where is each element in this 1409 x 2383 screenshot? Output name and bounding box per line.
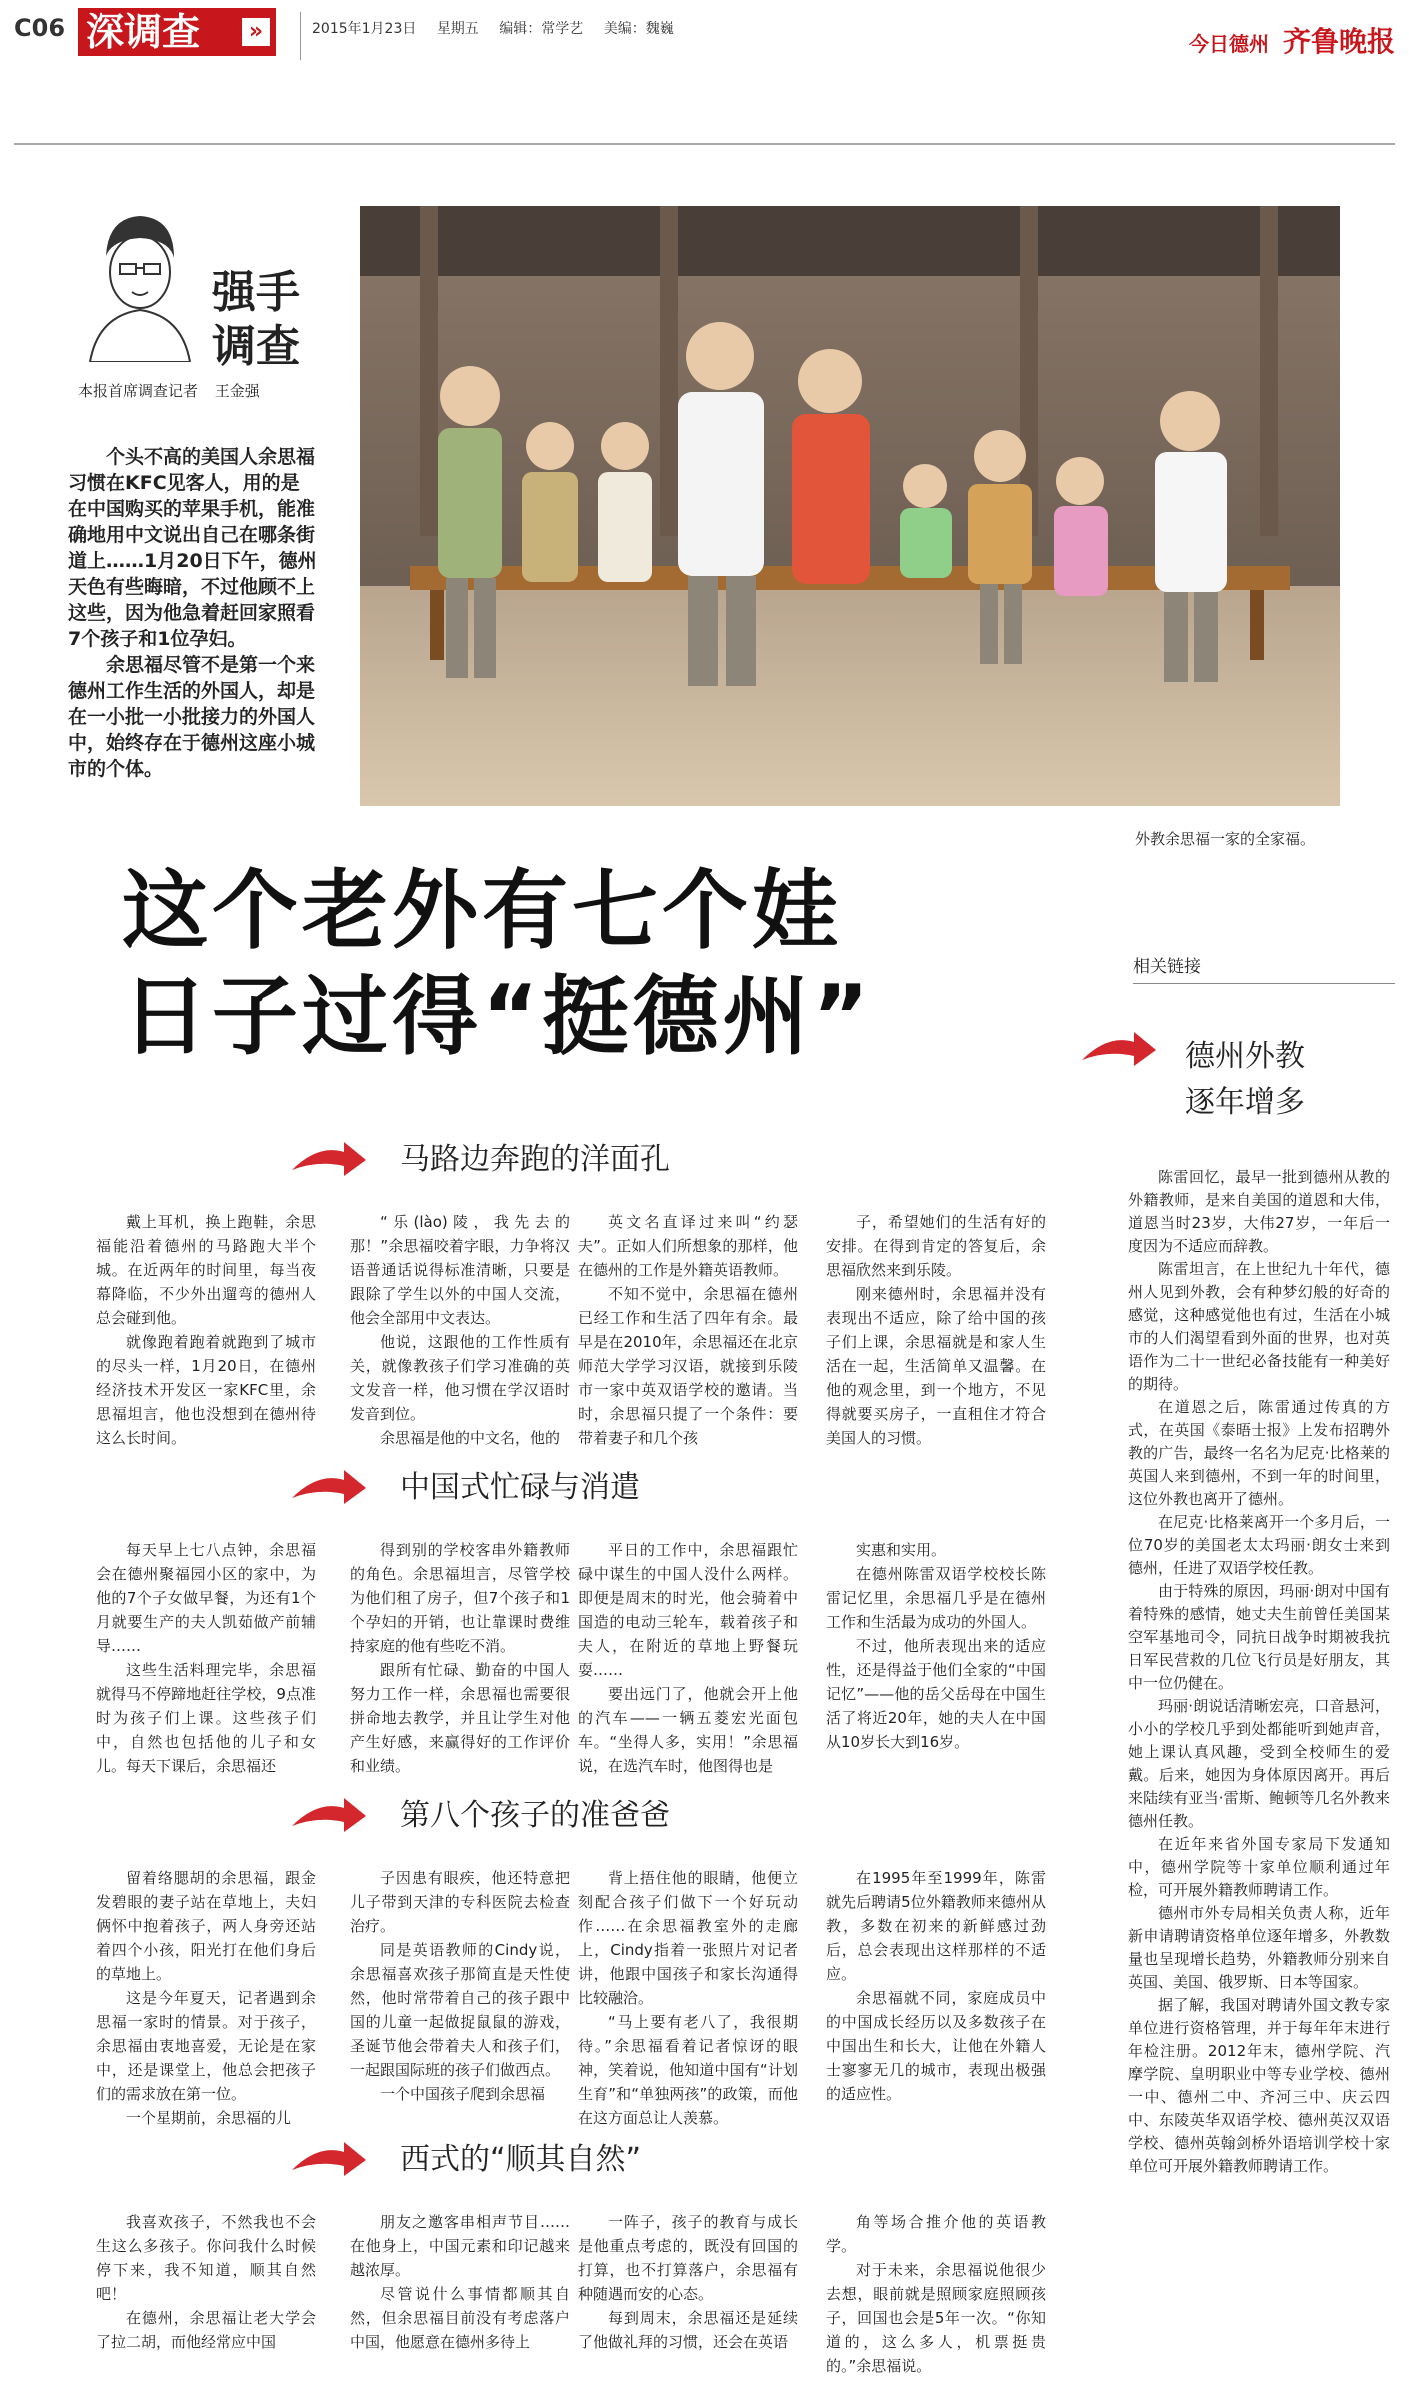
article-paragraph: 余思福就不同，家庭成员中的中国成长经历以及多数孩子在中国出生和长大，让他在外籍人士寥寥无几的城市，表现出极强的适应性。 xyxy=(826,1989,1046,2103)
article-paragraph: 这是今年夏天，记者遇到余思福一家时的情景。对于孩子，余思福由衷地喜爱，无论是在家中，还是课堂上，他总会把孩子们的需求放在第一位。 xyxy=(96,1989,316,2103)
double-chevron-icon: » xyxy=(242,18,270,46)
article-column xyxy=(578,2210,798,2354)
article-paragraph: 一阵子，孩子的教育与成长是他重点考虑的，既没有回国的打算，也不打算落户，余思福有种随遇而安的心态。 xyxy=(578,2213,798,2303)
article-paragraph: 每到周末，余思福还是延续了他做礼拜的习惯，还会在英语 xyxy=(578,2309,798,2351)
article-column xyxy=(826,1538,1046,1754)
section-heading: 西式的“顺其自然” xyxy=(400,2142,642,2177)
article-paragraph: 这些生活料理完毕，余思福就得马不停蹄地赶往学校，9点准时为孩子们上课。这些孩子们中，自然也包括他的儿子和女儿。每天下课后，余思福还 xyxy=(96,1661,316,1775)
family-photo xyxy=(360,206,1340,806)
article-paragraph: 他说，这跟他的工作性质有关，就像教孩子们学习准确的英文发音一样，他习惯在学汉语时发音到位。 xyxy=(350,1333,570,1423)
article-column xyxy=(96,1538,316,1778)
headline-line1: 这个老外有七个娃 xyxy=(122,861,842,961)
intro-paragraph: 余思福尽管不是第一个来德州工作生活的外国人，却是在一小批一小批接力的外国人中，始终存在于德州这座小城市的个体。 xyxy=(68,654,316,780)
article-paragraph: 刚来德州时，余思福并没有表现出不适应，除了给中国的孩子们上课，余思福就是和家人生活在一起，生活简单又温馨。在他的观念里，到一个地方，不见得就要买房子，一直租住才符合美国人的习惯。 xyxy=(826,1285,1046,1447)
article-paragraph: 一个中国孩子爬到余思福 xyxy=(380,2085,546,2103)
related-paragraph: 玛丽·朗说话清晰宏亮，口音悬河，小小的学校几乎到处都能听到她声音，她上课认真风趣，受到全校师生的爱戴。后来，她因为身体原因离开。再后来陆续有亚当·雷斯、鲍顿等几名外教来德州任教。 xyxy=(1128,1697,1390,1830)
column-tag-line2: 调查 xyxy=(212,321,300,372)
article-paragraph: 戴上耳机，换上跑鞋，余思福能沿着德州的马路跑大半个城。在近两年的时间里，每当夜幕降临，不少外出遛弯的德州人总会碰到他。 xyxy=(96,1213,316,1327)
issue-weekday: 星期五 xyxy=(436,21,479,37)
article-column xyxy=(578,1866,798,2130)
related-paragraph: 陈雷坦言，在上世纪九十年代，德州人见到外教，会有种梦幻般的好奇的感觉，这种感觉他也有过，生活在小城市的人们渴望看到外面的世界，也对英语作为二十一世纪必备技能有一种美好的期待。 xyxy=(1128,1260,1390,1393)
related-paragraph: 德州市外专局相关负责人称，近年新申请聘请资格单位逐年增多，外教数量也呈现增长趋势，外籍教师分别来自英国、美国、俄罗斯、日本等国家。 xyxy=(1128,1904,1390,1991)
article-column xyxy=(350,2210,570,2354)
red-arrow-icon xyxy=(288,1796,368,1836)
article-paragraph: 在1995年至1999年，陈雷就先后聘请5位外籍教师来德州从教，多数在初来的新鲜感过劲后，总会表现出这样那样的不适应。 xyxy=(826,1869,1046,1983)
article-paragraph: 余思福是他的中文名，他的 xyxy=(380,1429,561,1447)
article-paragraph: 跟所有忙碌、勤奋的中国人努力工作一样，余思福也需要很拼命地去教学，并且让学生对他产生好感，来赢得好的工作评价和业绩。 xyxy=(350,1661,570,1775)
article-paragraph: 对于未来，余思福说他很少去想，眼前就是照顾家庭照顾孩子，回国也会是5年一次。“你知道的，这么多人，机票挺贵的。”余思福说。 xyxy=(826,2261,1046,2375)
article-paragraph: 一个星期前，余思福的儿 xyxy=(126,2109,292,2127)
related-paragraph: 陈雷回忆，最早一批到德州从教的外籍教师，是来自美国的道恩和大伟，道恩当时23岁，大伟27岁，一年后一度因为不适应而辞教。 xyxy=(1128,1168,1390,1255)
red-arrow-icon xyxy=(288,2140,368,2180)
article-column xyxy=(578,1538,798,1778)
article-column xyxy=(826,1210,1046,1450)
related-title xyxy=(1185,1034,1305,1126)
article-column xyxy=(578,1210,798,1450)
issue-date: 2015年1月23日 xyxy=(312,21,417,37)
header-meta xyxy=(312,18,690,38)
article-paragraph: 背上捂住他的眼睛，他便立刻配合孩子们做下一个好玩动作……在余思福教室外的走廊上，Cindy指着一张照片对记者讲，他跟中国孩子和家长沟通得比较融洽。 xyxy=(578,1869,798,2007)
article-column xyxy=(350,1538,570,1778)
article-paragraph: 实惠和实用。 xyxy=(856,1541,947,1559)
article-paragraph: 子，希望她们的生活有好的安排。在得到肯定的答复后，余思福欣然来到乐陵。 xyxy=(826,1213,1046,1279)
article-paragraph: 在德州，余思福让老大学会了拉二胡，而他经常应中国 xyxy=(96,2309,316,2351)
related-paragraph: 在近年来省外国专家局下发通知中，德州学院等十家单位顺利通过年检，可开展外籍教师聘请工作。 xyxy=(1128,1835,1390,1899)
section-label xyxy=(78,8,276,56)
related-links-label: 相关链接 xyxy=(1133,952,1395,984)
section-heading: 第八个孩子的准爸爸 xyxy=(400,1798,670,1833)
related-title-line2: 逐年增多 xyxy=(1185,1085,1305,1120)
byline-name: 王金强 xyxy=(214,382,260,400)
article-paragraph: 留着络腮胡的余思福，跟金发碧眼的妻子站在草地上，夫妇俩怀中抱着孩子，两人身旁还站着四个小孩，阳光打在他们身后的草地上。 xyxy=(96,1869,316,1983)
article-column xyxy=(350,1866,570,2106)
article-paragraph: 朋友之邀客串相声节目……在他身上，中国元素和印记越来越浓厚。 xyxy=(350,2213,570,2279)
article-paragraph: 我喜欢孩子，不然我也不会生这么多孩子。你问我什么时候停下来，我不知道，顺其自然吧！ xyxy=(96,2213,316,2303)
article-paragraph: 子因患有眼疾，他还特意把儿子带到天津的专科医院去检查治疗。 xyxy=(350,1869,570,1935)
article-column xyxy=(96,2210,316,2354)
related-paragraph: 由于特殊的原因，玛丽·朗对中国有着特殊的感情，她丈夫生前曾任美国某空军基地司令，同抗日战争时期被我抗日军民营救的几位飞行员是好朋友，其中一位仍健在。 xyxy=(1128,1582,1390,1692)
column-tag-line1: 强手 xyxy=(212,267,300,318)
article-paragraph: 要出远门了，他就会开上他的汽车——一辆五菱宏光面包车。“坐得人多，实用！”余思福说，在选汽车时，他图得也是 xyxy=(578,1685,798,1775)
article-paragraph: 角等场合推介他的英语教学。 xyxy=(826,2213,1046,2255)
column-tag xyxy=(212,266,300,374)
headline-line2: 日子过得“挺德州” xyxy=(122,967,874,1067)
photo-caption: 外教余思福一家的全家福。 xyxy=(1135,830,1316,848)
red-arrow-icon xyxy=(288,1140,368,1180)
header-divider xyxy=(300,12,301,60)
article-column xyxy=(96,1210,316,1450)
red-arrow-icon xyxy=(288,1468,368,1508)
intro-paragraph: 个头不高的美国人余思福习惯在KFC见客人，用的是在中国购买的苹果手机，能准确地用中文说出自己在哪条街道上……1月20日下午，德州天色有些晦暗，不过他顾不上这些，因为他急着赶回家照看7个孩子和1位孕妇。 xyxy=(68,446,317,650)
brand-name: 齐鲁晚报 xyxy=(1282,25,1395,58)
related-paragraph: 在道恩之后，陈雷通过传真的方式，在英国《泰晤士报》上发布招聘外教的广告，最终一名名为尼克·比格莱的英国人来到德州，不到一年的时间里，这位外教也离开了德州。 xyxy=(1128,1398,1390,1508)
brand-subtitle: 今日德州 xyxy=(1188,32,1269,56)
article-column xyxy=(826,2210,1046,2378)
related-paragraph: 在尼克·比格莱离开一个多月后，一位70岁的美国老太太玛丽·朗女士来到德州，任进了双语学校任教。 xyxy=(1128,1513,1390,1577)
article-paragraph: 尽管说什么事情都顺其自然，但余思福目前没有考虑落户中国，他愿意在德州多待上 xyxy=(350,2285,570,2351)
related-body xyxy=(1128,1166,1390,2178)
intro-text xyxy=(68,444,318,782)
article-paragraph: 不过，他所表现出来的适应性，还是得益于他们全家的“中国记忆”——他的岳父岳母在中国生活了将近20年，她的夫人在中国从10岁长大到16岁。 xyxy=(826,1637,1046,1751)
related-title-line1: 德州外教 xyxy=(1185,1039,1305,1074)
editor-credit: 编辑：常学艺 xyxy=(499,21,584,37)
article-paragraph: 同是英语教师的Cindy说，余思福喜欢孩子那简直是天性使然，他时常带着自己的孩子跟中国的儿童一起做捉鼠鼠的游戏，圣诞节他会带着夫人和孩子们，一起跟国际班的孩子们做西点。 xyxy=(350,1941,570,2079)
red-arrow-icon xyxy=(1078,1030,1158,1070)
article-paragraph: 得到别的学校客串外籍教师的角色。余思福坦言，尽管学校为他们租了房子，但7个孩子和1个孕妇的开销，也让靠课时费维持家庭的他有些吃不消。 xyxy=(350,1541,570,1655)
designer-credit: 美编：魏巍 xyxy=(603,21,674,37)
article-paragraph: 每天早上七八点钟，余思福会在德州聚福园小区的家中，为他的7个子女做早餐，为还有1个月就要生产的夫人凯茹做产前辅导…… xyxy=(96,1541,316,1655)
article-paragraph: 英文名直译过来叫“约瑟夫”。正如人们所想象的那样，他在德州的工作是外籍英语教师。 xyxy=(578,1213,798,1279)
article-paragraph: “马上要有老八了，我很期待。”余思福看着记者惊讶的眼神，笑着说，他知道中国有“计划生育”和“单独两孩”的政策，而他在这方面总让人羡慕。 xyxy=(578,2013,798,2127)
article-column xyxy=(350,1210,570,1450)
related-paragraph: 据了解，我国对聘请外国文教专家单位进行资格管理，并于每年年末进行年检注册。2012年末，德州学院、汽摩学院、皇明职业中等专业学校、德州一中、德州二中、齐河三中、庆云四中、东陵英华双语学校、德州英汉双语学校、德州英翰剑桥外语培训学校十家单位可开展外籍教师聘请工作。 xyxy=(1128,1996,1390,2175)
article-paragraph: 平日的工作中，余思福跟忙碌中谋生的中国人没什么两样。即便是周末的时光，他会骑着中国造的电动三轮车，载着孩子和夫人，在附近的草地上野餐玩耍…… xyxy=(578,1541,798,1679)
article-column xyxy=(826,1866,1046,2106)
main-headline xyxy=(122,858,873,1070)
page-number: C06 xyxy=(14,14,66,42)
newspaper-brand xyxy=(1189,20,1395,60)
article-paragraph: 在德州陈雷双语学校校长陈雷记忆里，余思福几乎是在德州工作和生活最为成功的外国人。 xyxy=(826,1565,1046,1631)
article-paragraph: “乐(lào)陵，我先去的那！”余思福咬着字眼，力争将汉语普通话说得标准清晰，只要是跟除了学生以外的中国人交流，他会全部用中文表达。 xyxy=(350,1213,570,1327)
article-paragraph: 不知不觉中，余思福在德州已经工作和生活了四年有余。最早是在2010年，余思福还在北京师范大学学习汉语，就接到乐陵市一家中英双语学校的邀请。当时，余思福只提了一个条件：要带着妻子和几个孩 xyxy=(578,1285,798,1447)
article-column xyxy=(96,1866,316,2130)
section-heading: 中国式忙碌与消遣 xyxy=(400,1470,640,1505)
reporter-sketch-avatar xyxy=(78,206,198,362)
byline xyxy=(78,380,272,401)
byline-role: 本报首席调查记者 xyxy=(78,382,199,400)
article-paragraph: 就像跑着跑着就跑到了城市的尽头一样，1月20日，在德州经济技术开发区一家KFC里，余思福坦言，他也没想到在德州待这么长时间。 xyxy=(96,1333,316,1447)
section-title: 深调查 xyxy=(86,10,201,54)
section-heading: 马路边奔跑的洋面孔 xyxy=(400,1142,670,1177)
header-rule xyxy=(14,143,1395,145)
